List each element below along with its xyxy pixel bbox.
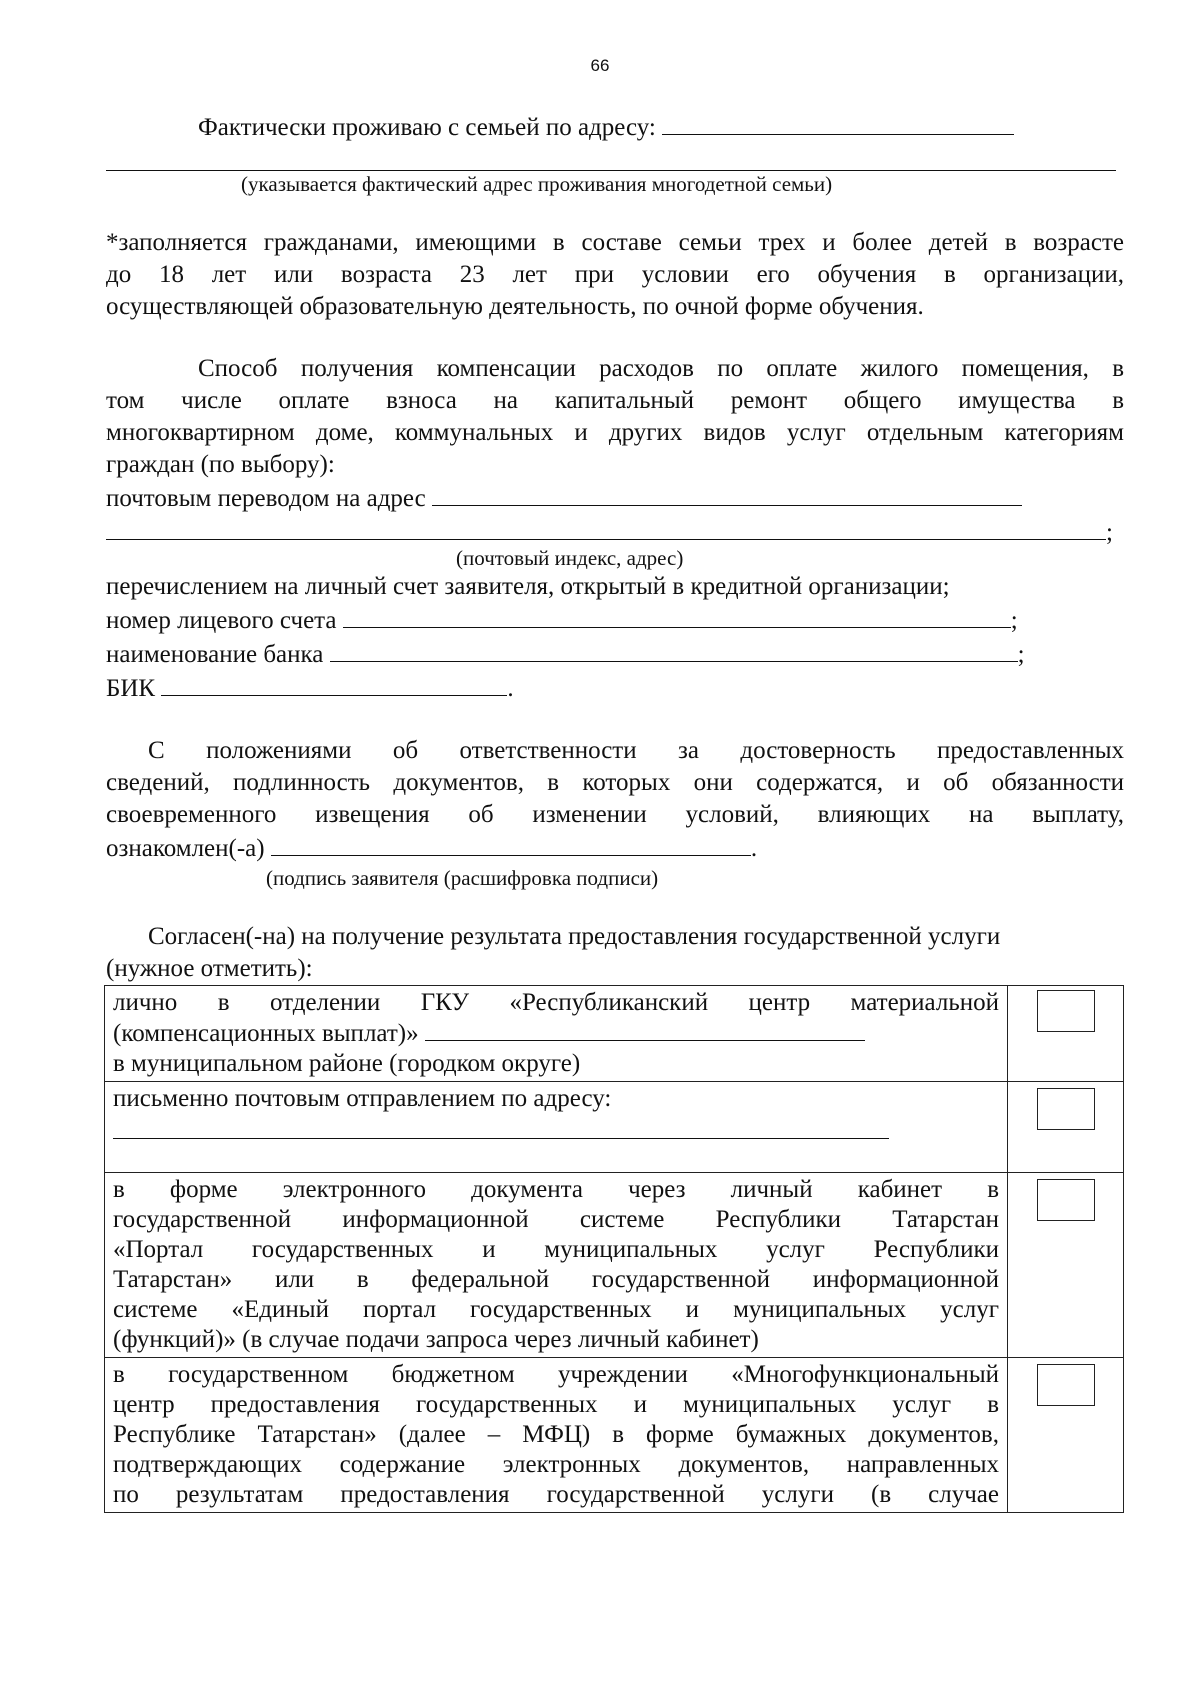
department-field[interactable] — [425, 1018, 865, 1041]
option-checkbox-cell — [1008, 1358, 1124, 1513]
account-line — [106, 603, 1124, 637]
footnote — [106, 227, 1124, 323]
consent-section — [106, 921, 1124, 1513]
bank-name-field[interactable] — [330, 637, 1018, 662]
address-label: Фактически проживаю с семьей по адресу: — [198, 114, 656, 141]
mailing-address-field[interactable] — [113, 1114, 889, 1139]
option-line: лично в отделении ГКУ «Республиканский центр материальной — [113, 989, 999, 1016]
option-line: государственной информационной системе Республики Татарстан — [113, 1206, 999, 1233]
bank-label: наименование банка — [106, 641, 324, 668]
acknowledged-line — [106, 831, 1124, 865]
option-line: «Портал государственных и муниципальных услуг Республики — [113, 1236, 999, 1263]
transfer-line: перечислением на личный счет заявителя, открытый в кредитной организации; — [106, 573, 950, 600]
option-checkbox-cell — [1008, 1082, 1124, 1173]
postal-address-field-continued[interactable] — [106, 515, 1106, 540]
postal-line — [106, 481, 1124, 515]
compensation-line: том числе оплате взноса на капитальный ремонт общего имущества в — [106, 387, 1124, 414]
option-checkbox-cell — [1008, 1173, 1124, 1358]
postal-label: почтовым переводом на адрес — [106, 485, 426, 512]
option-text — [105, 1358, 1008, 1513]
signature-field[interactable] — [271, 831, 751, 856]
compensation-line: Способ получения компенсации расходов по оплате жилого помещения, в — [198, 355, 1124, 382]
option-checkbox[interactable] — [1037, 1088, 1095, 1130]
responsibility-line: С положениями об ответственности за достоверность предоставленных — [148, 737, 1124, 764]
footnote-line: до 18 лет или возраста 23 лет при условии его обучения в организации, — [106, 261, 1124, 288]
bik-field[interactable] — [161, 671, 507, 696]
option-line-label: (компенсационных выплат)» — [113, 1020, 419, 1047]
option-checkbox[interactable] — [1037, 1179, 1095, 1221]
bank-semicolon: ; — [1017, 641, 1025, 668]
bik-line — [106, 671, 1124, 705]
bik-period: . — [507, 675, 514, 702]
address-line — [106, 110, 1124, 144]
option-checkbox-cell — [1008, 986, 1124, 1082]
signature-period: . — [750, 835, 758, 862]
option-line: системе «Единый портал государственных и муниципальных услуг — [113, 1296, 999, 1323]
signature-caption: (подпись заявителя (расшифровка подписи) — [266, 866, 659, 890]
option-line: центр предоставления государственных и муниципальных услуг в — [113, 1391, 999, 1418]
postal-semicolon: ; — [1106, 519, 1113, 546]
option-line: Республике Татарстан» (далее – МФЦ) в форме бумажных документов, — [113, 1421, 999, 1448]
compensation-line: граждан (по выбору): — [106, 451, 335, 478]
option-line: Татарстан» или в федеральной государственной информационной — [113, 1266, 999, 1293]
option-row — [105, 1358, 1124, 1513]
option-text — [105, 1173, 1008, 1358]
account-semicolon: ; — [1010, 607, 1018, 634]
option-text — [105, 986, 1008, 1082]
compensation-section — [106, 353, 1124, 705]
responsibility-line: сведений, подлинность документов, в которых они содержатся, и об обязанности — [106, 769, 1124, 796]
account-label: номер лицевого счета — [106, 607, 337, 634]
bik-label: БИК — [106, 675, 156, 702]
postal-address-field[interactable] — [432, 481, 1022, 506]
option-text — [105, 1082, 1008, 1173]
address-field-continued[interactable] — [106, 144, 1116, 171]
acknowledged-label: ознакомлен(-а) — [106, 835, 265, 862]
postal-line-2 — [106, 515, 1124, 549]
option-line: по результатам предоставления государственной услуги (в случае — [113, 1481, 999, 1508]
address-field[interactable] — [662, 110, 1014, 135]
footnote-line: осуществляющей образовательную деятельность, по очной форме обучения. — [106, 293, 924, 320]
option-row — [105, 986, 1124, 1082]
option-line — [113, 1018, 999, 1049]
postal-caption: (почтовый индекс, адрес) — [456, 546, 684, 570]
option-line: подтверждающих содержание электронных документов, направленных — [113, 1451, 999, 1478]
option-line: в муниципальном районе (городком округе) — [113, 1050, 581, 1077]
option-checkbox[interactable] — [1037, 990, 1095, 1032]
page-number: 66 — [590, 56, 610, 75]
address-caption: (указывается фактический адрес проживания многодетной семьи) — [241, 172, 833, 196]
option-line: в государственном бюджетном учреждении «Многофункциональный — [113, 1361, 999, 1388]
consent-options-table — [104, 985, 1124, 1513]
document-body — [106, 110, 1124, 1513]
bank-line — [106, 637, 1124, 671]
option-checkbox[interactable] — [1037, 1364, 1095, 1406]
compensation-line: многоквартирном доме, коммунальных и других видов услуг отдельным категориям — [106, 419, 1124, 446]
footnote-line: *заполняется гражданами, имеющими в составе семьи трех и более детей в возрасте — [106, 229, 1124, 256]
account-number-field[interactable] — [343, 603, 1011, 628]
option-line: в форме электронного документа через личный кабинет в — [113, 1176, 999, 1203]
responsibility-line: своевременного извещения об изменении условий, влияющих на выплату, — [106, 801, 1124, 828]
option-line: письменно почтовым отправлением по адресу: — [113, 1085, 612, 1112]
option-row — [105, 1173, 1124, 1358]
option-row — [105, 1082, 1124, 1173]
consent-line: Согласен(-на) на получение результата предоставления государственной услуги — [148, 923, 1001, 950]
consent-line: (нужное отметить): — [106, 955, 313, 982]
option-line: (функций)» (в случае подачи запроса через личный кабинет) — [113, 1326, 759, 1353]
responsibility-section — [106, 735, 1124, 891]
